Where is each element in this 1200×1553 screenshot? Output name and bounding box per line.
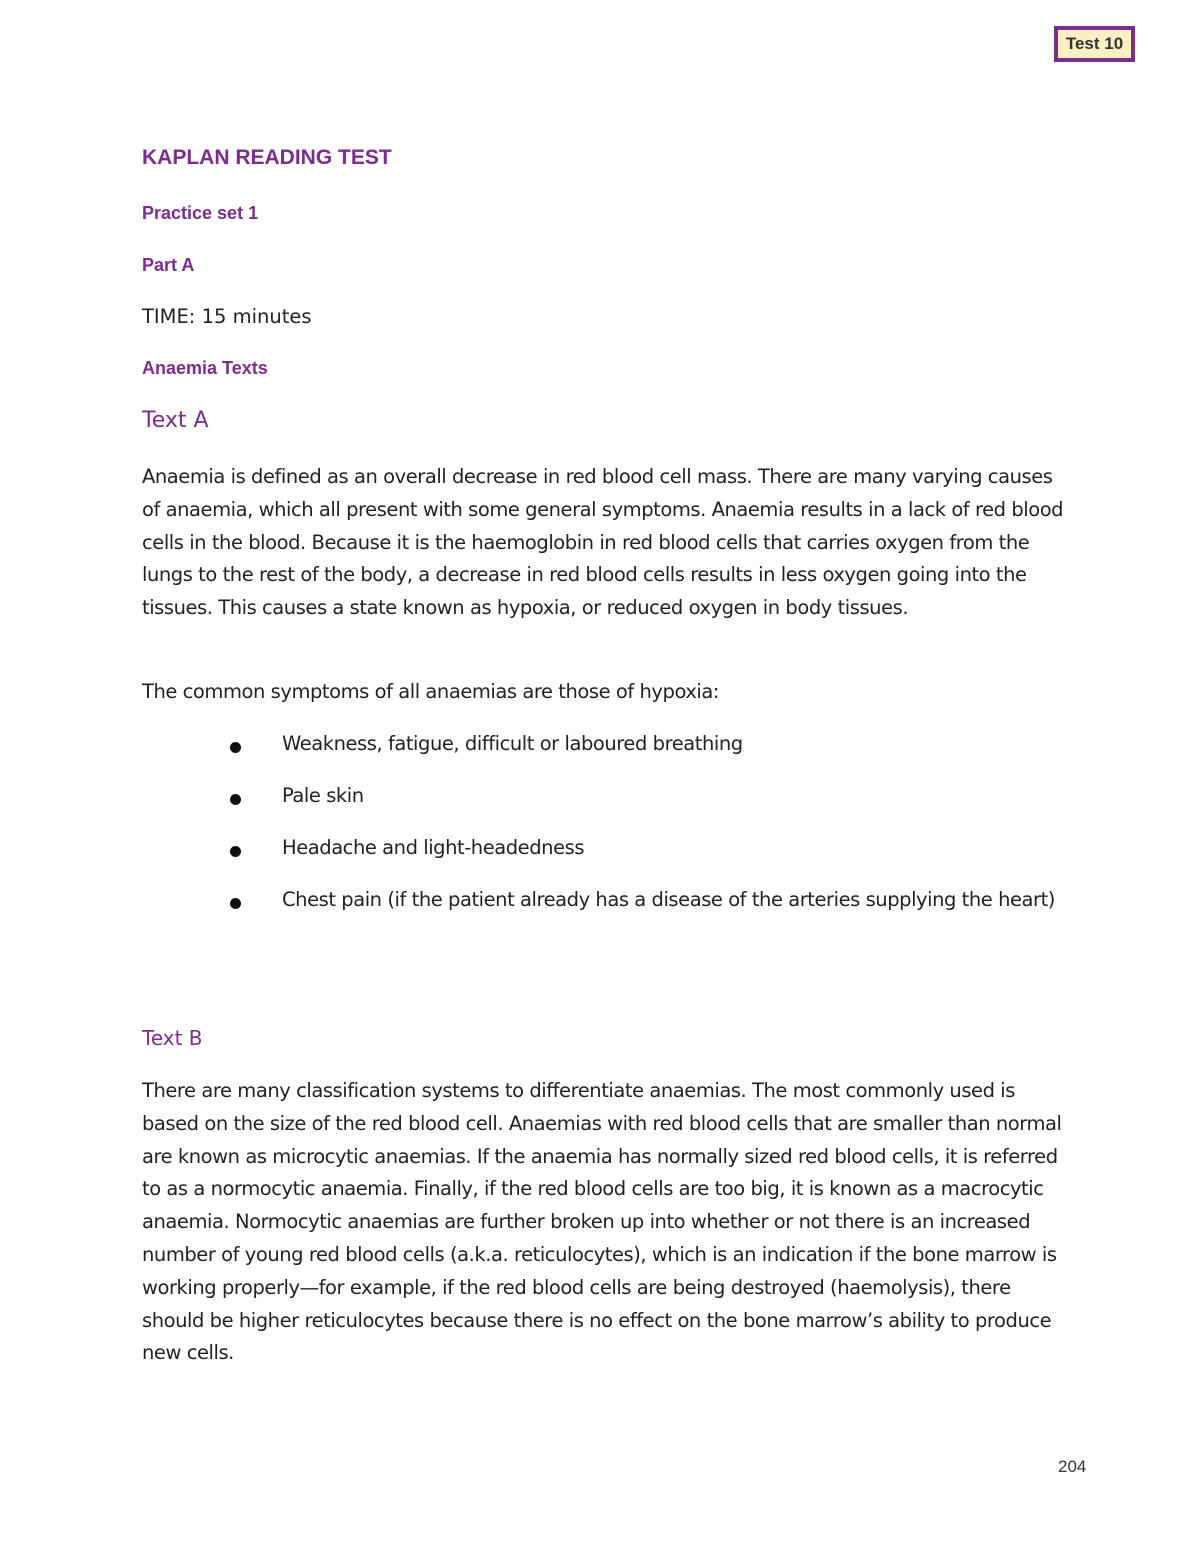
list-item-text: Weakness, fatigue, difficult or laboured breathing [282,732,743,755]
page-number: 204 [1058,1457,1087,1476]
text-b-paragraph-1: There are many classification systems to differentiate anaemias. The most commonly used is based on the size of the red blood cell. Anaemias with red blood cells that are smaller than normal are known as microcytic anaemias. If the anaemia has normally sized red blood cells, it is referred to as a normocytic anaemia. Finally, if the red blood cells are too big, it is known as a macrocytic anaemia. Normocytic anaemias are further broken up into whether or not there is an increased number of young red blood cells (a.k.a. reticulocytes), which is an indication if the bone marrow is working properly—for example, if the red blood cells are being destroyed (haemolysis), there should be higher reticulocytes because there is no effect on the bone marrow’s ability to produce new cells. [142,1079,1062,1365]
texts-heading: Anaemia Texts [142,358,268,378]
practice-set-label: Practice set 1 [142,203,259,223]
test-badge: Test 10 [1054,26,1135,62]
text-a-paragraph-1: Anaemia is defined as an overall decrease in red blood cell mass. There are many varying causes of anaemia, which all present with some general symptoms. Anaemia results in a lack of red blood cells in the blood. Because it is the haemoglobin in red blood cells that carries oxygen from the lungs to the rest of the body, a decrease in red blood cells results in less oxygen going into the tissues. This causes a state known as hypoxia, or reduced oxygen in body tissues. [142,465,1064,620]
page-title: KAPLAN READING TEST [142,146,392,169]
text-a-heading: Text A [142,408,209,433]
text-b-heading: Text B [142,1026,203,1050]
list-item-text: Headache and light-headedness [282,836,585,859]
time-label: TIME: 15 minutes [142,305,312,328]
part-label: Part A [142,255,195,275]
text-a-paragraph-2: The common symptoms of all anaemias are those of hypoxia: [142,680,720,703]
list-item-text: Pale skin [282,784,364,807]
list-item-text: Chest pain (if the patient already has a disease of the arteries supplying the heart) [282,888,1055,911]
